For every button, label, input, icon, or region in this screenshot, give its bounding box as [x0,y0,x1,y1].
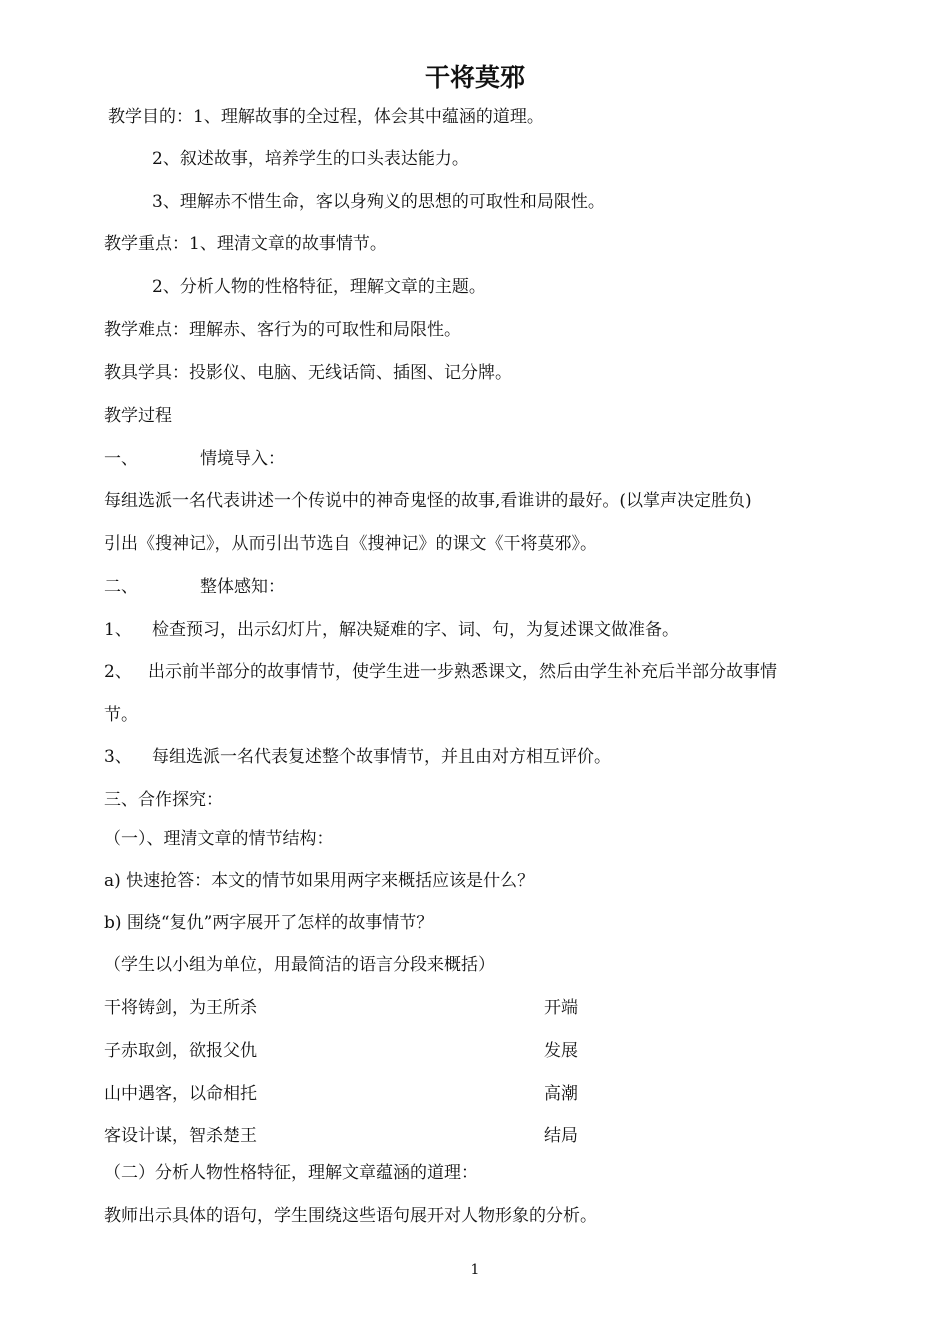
section2-number: 二、 [104,577,138,597]
section2-item-1-number: 1、 [104,620,132,640]
key-points-line-1 [104,233,387,255]
process-heading: 教学过程 [104,406,172,426]
plot-event-3: 山中遇客，以命相托 [104,1084,257,1104]
plot-stage-2: 发展 [544,1041,578,1061]
section3-subheading-2: （二）分析人物性格特征，理解文章蕴涵的道理： [104,1163,478,1183]
objective-item-2: 2、叙述故事，培养学生的口头表达能力。 [152,149,469,169]
section3-heading: 三、合作探究： [104,790,223,810]
question-b: b) 围绕“复仇”两字展开了怎样的故事情节？ [104,913,434,933]
key-points-label: 教学重点： [104,234,189,254]
section2-item-2-number: 2、 [104,662,132,682]
difficulty-line: 教学难点：理解赤、客行为的可取性和局限性。 [104,320,461,340]
section2-heading [104,576,285,598]
section2-title: 整体感知： [200,577,285,597]
page-number: 1 [470,1262,480,1278]
section2-item-2-continued: 节。 [104,705,138,725]
section2-item-2-text: 出示前半部分的故事情节，使学生进一步熟悉课文，然后由学生补充后半部分故事情 [148,662,777,682]
section2-item-3-text: 每组选派一名代表复述整个故事情节，并且由对方相互评价。 [152,747,611,767]
section2-item-2 [104,661,777,683]
section2-item-3-number: 3、 [104,747,132,767]
plot-event-4: 客设计谋，智杀楚王 [104,1126,257,1146]
plot-stage-1: 开端 [544,998,578,1018]
section3-last-line: 教师出示具体的语句，学生围绕这些语句展开对人物形象的分析。 [104,1206,597,1226]
key-point-item-1: 1、理清文章的故事情节。 [189,234,387,254]
objectives-label: 教学目的： [108,107,193,127]
plot-stage-4: 结局 [544,1126,578,1146]
tools-line: 教具学具：投影仪、电脑、无线话筒、插图、记分牌。 [104,363,512,383]
objective-item-3: 3、理解赤不惜生命，客以身殉义的思想的可取性和局限性。 [152,192,605,212]
plot-stage-3: 高潮 [544,1084,578,1104]
page-title: 干将莫邪 [424,63,525,92]
key-point-item-2: 2、分析人物的性格特征，理解文章的主题。 [152,277,486,297]
objective-item-1: 1、理解故事的全过程，体会其中蕴涵的道理。 [193,107,544,127]
section1-title: 情境导入： [200,449,285,469]
section1-heading [104,448,285,470]
section1-line-1: 每组选派一名代表讲述一个传说中的神奇鬼怪的故事,看谁讲的最好。(以掌声决定胜负) [104,491,752,511]
section2-item-3 [104,746,611,768]
section2-item-1-text: 检查预习，出示幻灯片，解决疑难的字、词、句，为复述课文做准备。 [152,620,679,640]
section1-line-2: 引出《搜神记》，从而引出节选自《搜神记》的课文《干将莫邪》。 [104,534,597,554]
group-note: （学生以小组为单位，用最简洁的语言分段来概括） [104,955,495,975]
section3-subheading-1: （一）、理清文章的情节结构： [104,829,334,849]
section2-item-1 [104,619,679,641]
objectives-line-1 [108,106,544,128]
plot-event-2: 子赤取剑，欲报父仇 [104,1041,257,1061]
question-a: a) 快速抢答：本文的情节如果用两字来概括应该是什么？ [104,871,535,891]
section1-number: 一、 [104,449,138,469]
plot-event-1: 干将铸剑，为王所杀 [104,998,257,1018]
